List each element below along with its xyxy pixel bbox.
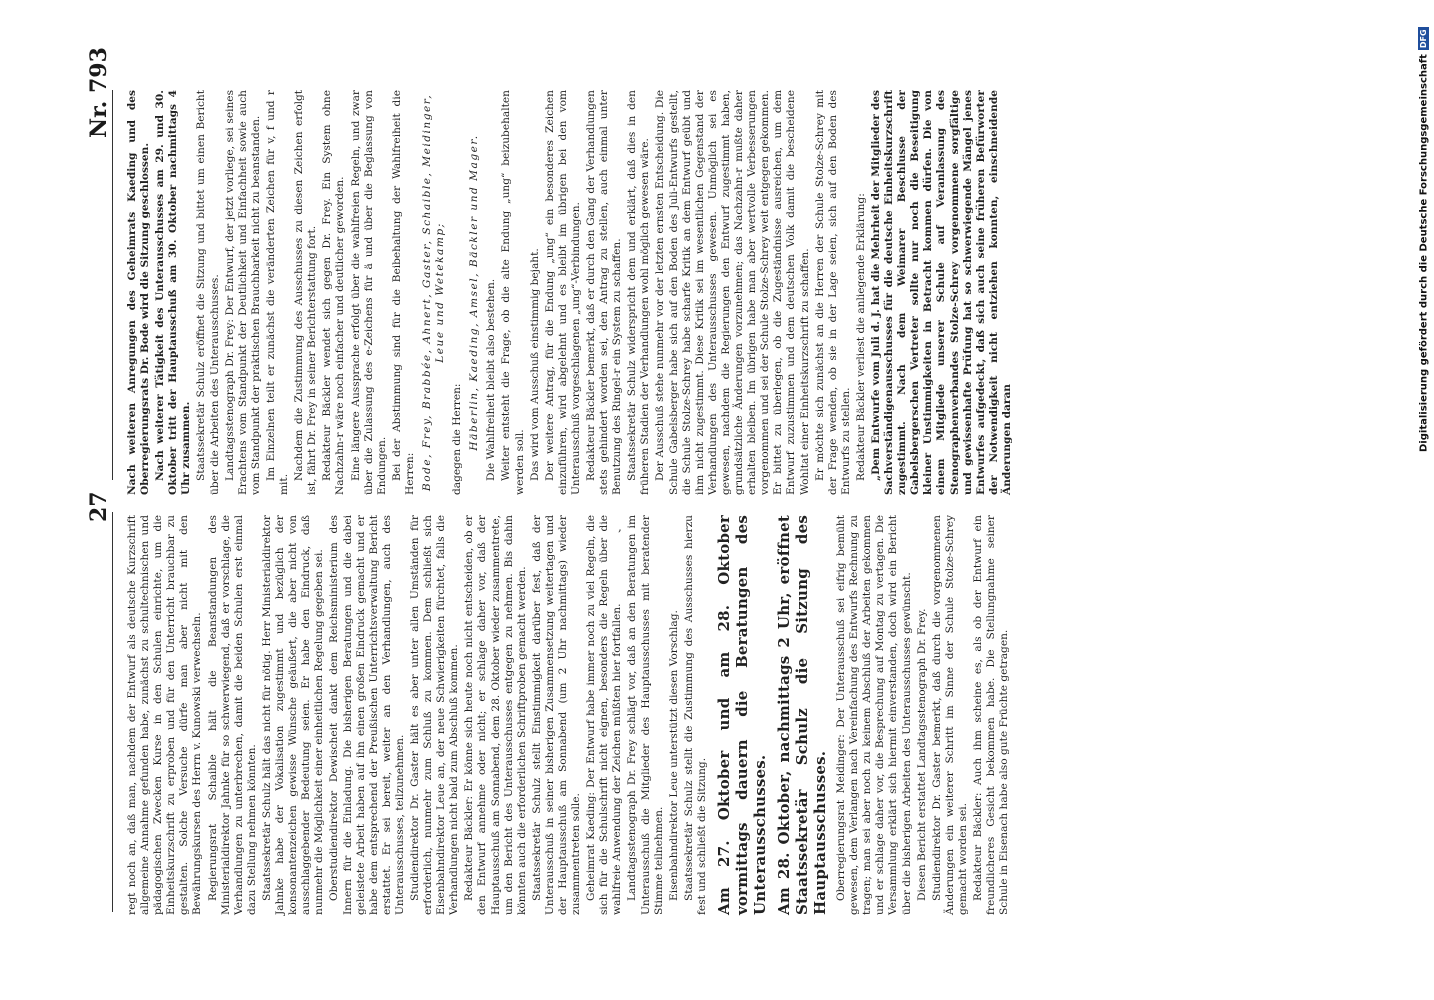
paragraph: Studiendirektor Dr. Gaster bemerkt, daß durch die vorgenommenen Änderungen ein weiterer Schritt im Sinne der Schule Stolze-Schrey gemacht worden sei. xyxy=(930,515,969,915)
paragraph: Redakteur Bäckler verliest die anliegende Erklärung: xyxy=(854,193,867,481)
stray-mark: , xyxy=(618,520,622,534)
paragraph: Eine längere Aussprache erfolgt über die wahlfreien Regeln, und zwar über die Zulassung des e-Zeichens für ä und über die Beglassung von Endungen. xyxy=(349,90,388,495)
paragraph: Nachdem die Zustimmung des Ausschusses zu diesen Zeichen erfolgt ist, fährt Dr. Frey in seiner Berichterstattung fort. xyxy=(293,90,319,495)
dfg-logo: DFG xyxy=(1419,29,1428,49)
paragraph: Redakteur Bäckler: Er könne sich heute noch nicht entscheiden, ob er den Entwurf annehme oder nicht; er schlage daher vor, daß der Hauptausschuß am Sonnabend, dem 28. Oktober wieder zusammentrete, um den Bericht des Unterausschusses entgegen zu nehmen. Bis dahin könnten auch die erforderlichen Schriftproben gemacht werden. xyxy=(463,515,528,915)
paragraph: Weiter entsteht die Frage, ob die alte Endung „ung“ beizubehalten werden soll. xyxy=(500,90,526,495)
page-number-right: Nr. 793 xyxy=(86,47,112,138)
paragraph: Redakteur Bäckler bemerkt, daß er durch den Gang der Verhandlungen stets gehindert worden sei, den Antrag zu stellen, auch einmal unter Benutzung des Ringel-r ein System zu schaffen. xyxy=(585,90,624,495)
header-rule-left xyxy=(112,512,113,912)
paragraph: Nach weiteren Anregungen des Geheimrats Kaeding und des Oberregierungsrats Dr. Bode wird die Sitzung geschlossen. xyxy=(126,90,152,495)
name-list: Bode, Frey, Brabbée, Ahnert, Gaster, Schaible, Meidinger, Leue und Wetekamp; xyxy=(420,93,447,492)
header-rule-right xyxy=(112,90,113,480)
paragraph: Das wird vom Ausschuß einstimmig bejaht. xyxy=(528,248,541,481)
paragraph: Diesen Bericht erstattet Landtagsstenograph Dr. Frey. xyxy=(915,608,928,901)
paragraph: Staatssekretär Schulz stellt Einstimmigkeit darüber fest, daß der Unterausschuß in seiner bisherigen Zusammensetzung weitertagen und der Hauptausschuß am Sonnabend (um 2 Uhr nachmittags) wieder zusammentreten solle. xyxy=(530,515,583,915)
paragraph: Staatssekretär Schulz hält das nicht für nötig. Herr Ministerialdirektor Jahnke habe der Vokalisation zugestimmt und bezüglich der konsonantenzeichen gewisse Wünsche geäußert, die aber nicht von ausschlaggebender Bedeutung seien. Er habe den Eindruck, daß nunmehr die Möglichkeit einer einheitlichen Regelung gegeben sei. xyxy=(260,515,326,915)
paragraph: Staatssekretär Schulz widerspricht dem und erklärt, daß dies in den früheren Stadien der Verhandlungen wohl möglich gewesen wäre. xyxy=(626,90,652,495)
text-column-2 xyxy=(126,90,1291,495)
paragraph: Landtagsstenograph Dr. Frey: Der Entwurf, der jetzt vorliege, sei seines Erachtens vom Standpunkt der Deutlichkeit und Einfachheit sowie auch vom Standpunkt der praktischen Brauchbarkeit nicht zu beanstanden. xyxy=(223,90,262,495)
dfg-credit-text: Digitalisierung gefördert durch die Deutsche Forschungsgemeinschaft xyxy=(1418,54,1430,452)
paragraph: „Dem Entwurfe vom Juli d. J. hat die Mehrheit der Mitglieder des Sachverständigenausschusses für die deutsche Einheitskurzschrift zugestimmt. Nach dem Weimarer Beschlusse der Gabelsbergerschen Vertreter sollte nur noch die Beseitigung kleiner Unstimmigkeiten in Betracht kommen dürfen. Die von einem Mitgliede unserer Schule auf Veranlassung des Stenographenverbandes Stolze-Schrey vorgenommene sorgfältige und gewissenhafte Prüfung hat so schwerwiegende Mängel jenes Entwurfes aufgedeckt, daß sich auch seine früheren Befürworter der Notwendigkeit nicht entziehen konnten, einschneidende Änderungen daran xyxy=(869,90,1013,495)
paragraph: Der weitere Antrag, für die Endung „ung“ ein besonderes Zeichen einzuführen, wird abgelehnt und es bleibt im übrigen bei den vom Unterausschuß vorgeschlagenen „ung“-Verbindungen. xyxy=(543,90,582,495)
paragraph: regt noch an, daß man, nachdem der Entwurf als deutsche Kurzschrift allgemeine Annahme gefunden habe, zunächst zu schultechnischen und pädagogischen Zwecken Kurse in den Schulen einrichte, um die Einheitskurzschrift zu erproben und für den Unterricht brauchbar zu gestalten. Solche Versuche dürfe man aber nicht mit den Bewährungskursen des Herrn v. Kunowski verwechseln. xyxy=(126,515,204,915)
paragraph: Redakteur Bäckler: Auch ihm scheine es, als ob der Entwurf ein freundlicheres Gesicht bekommen habe. Die Stellungnahme seiner Schule in Eisenach habe also gute Früchte getragen. xyxy=(971,515,1011,915)
name-list: Häberlin, Kaeding, Amsel, Bäckler und Mager. xyxy=(468,134,481,451)
paragraph: Staatssekretär Schulz stellt die Zustimmung des Ausschusses hierzu fest und schließt die Sitzung. xyxy=(682,515,708,915)
paragraph: Nach weiterer Tätigkeit des Unterausschusses am 29. und 30. Oktober tritt der Hauptausschuß am 30. Oktober nachmittags 4 Uhr zusammen. xyxy=(154,90,193,495)
paragraph: Regierungsrat Schaible hält die Beanstandungen des Ministerialdirektor Jahnke für so schwerwiegend, daß er vorschlage, die Verhandlungen zu unterbrechen, damit die beiden Schulen erst einmal dazu Stellung nehmen könnten. xyxy=(206,515,258,915)
paragraph: Staatssekretär Schulz eröffnet die Sitzung und bittet um einen Bericht über die Arbeiten des Unterausschusses. xyxy=(195,90,221,495)
dfg-credit xyxy=(1418,27,1430,452)
paragraph: Geheimrat Kaeding: Der Entwurf habe immer noch zu viel Regeln, die sich für die Schulschrift nicht eignen, besonders die Regeln über die wahlfreie Anwendung der Zeichen müßten hier fortfallen. xyxy=(585,515,624,915)
paragraph: Landtagsstenograph Dr. Frey schlägt vor, daß an den Beratungen im Unterausschuß die Mitglieder des Hauptausschusses mit beratender Stimme teilnehmen. xyxy=(626,515,665,915)
section-heading: Am 28. Oktober, nachmittags 2 Uhr, eröffnet Staatssekretär Schulz die Sitzung des Hauptausschusses. xyxy=(775,515,830,915)
paragraph: Bei der Abstimmung sind für die Beibehaltung der Wahlfreiheit die Herren: xyxy=(390,90,416,495)
paragraph: Im Einzelnen teilt er zunächst die veränderten Zeichen für v, f und r mit. xyxy=(264,90,291,495)
page-number-left: 27 xyxy=(86,491,112,522)
text-column-1 xyxy=(126,515,1286,915)
paragraph: Die Wahlfreiheit bleibt also bestehen. xyxy=(485,278,498,481)
paragraph: Eisenbahndirektor Leue unterstützt diesen Vorschlag. xyxy=(667,610,680,901)
paragraph: Er möchte sich zunächst an die Herren der Schule Stolze-Schrey mit der Frage wenden, ob sie in der Lage seien, sich auf den Boden des Entwurfs zu stellen. xyxy=(813,90,852,495)
paragraph: Redakteur Bäckler wendet sich gegen Dr. Frey. Ein System ohne Nachzahn-r wäre noch einfacher und deutlicher geworden. xyxy=(321,90,347,495)
paragraph: Oberregierungsrat Meidinger: Der Unterausschuß sei eifrig bemüht gewesen, dem Verlangen nach Vereinfachung des Entwurfs Rechnung zu tragen; man sei aber noch zu keinem Abschluß der Arbeiten gekommen und er schlage daher vor, die Besprechung auf Montag zu vertagen. Die Versammlung erklärt sich hiermit einverstanden, doch wird ein Bericht über die bisherigen Arbeiten des Unterausschusses gewünscht. xyxy=(835,515,913,915)
paragraph: Oberstudiendirektor Dewischeit dankt dem Reichsministerium des Innern für die Einladung. Die bisherigen Beratungen und die dabei geleistete Arbeit haben auf ihn einen großen Eindruck gemacht und er habe dem entsprechend der Preußischen Unterrichtsverwaltung Bericht erstattet. Er sei bereit, weiter an den Verhandlungen, auch des Unterausschusses, teilzunehmen. xyxy=(328,515,406,915)
paragraph: dagegen die Herren: xyxy=(451,383,464,495)
paragraph: Studiendirektor Dr. Gaster hält es aber unter allen Umständen für erforderlich, nunmehr zum Schluß zu kommen. Dem schließt sich Eisenbahndirektor Leue an, der neue Schwierigkeiten fürchtet, falls die Verhandlungen nicht bald zum Abschluß kommen. xyxy=(408,515,461,915)
paragraph: Der Ausschuß stehe nunmehr vor der letzten ernsten Entscheidung. Die Schule Gabelsberger habe sich auf den Boden des Juli-Entwurfs gestellt, die Schule Stolze-Schrey habe scharfe Kritik an dem Entwurf geübt und ihm nicht zugestimmt. Diese Kritik sei im wesentlichen Gegenstand der Verhandlungen des Unterausschusses gewesen. Unmöglich sei es gewesen, nachdem die Regierungen den Entwurf zugestimmt haben, grundsätzliche Änderungen vorzunehmen; das Nachzahn-r mußte daher erhalten bleiben. Im übrigen habe man aber wertvolle Verbesserungen vorgenommen und sei der Schule Stolze-Schrey weit entgegen gekommen. Er bittet zu überlegen, ob die Zugeständnisse ausreichen, um dem Entwurf zuzustimmen und dem deutschen Volk damit die bescheidene Wohltat einer Einheitskurzschrift zu schaffen. xyxy=(654,90,811,495)
section-heading: Am 27. Oktober und am 28. Oktober vormittags dauern die Beratungen des Unterausschusses. xyxy=(715,515,770,915)
